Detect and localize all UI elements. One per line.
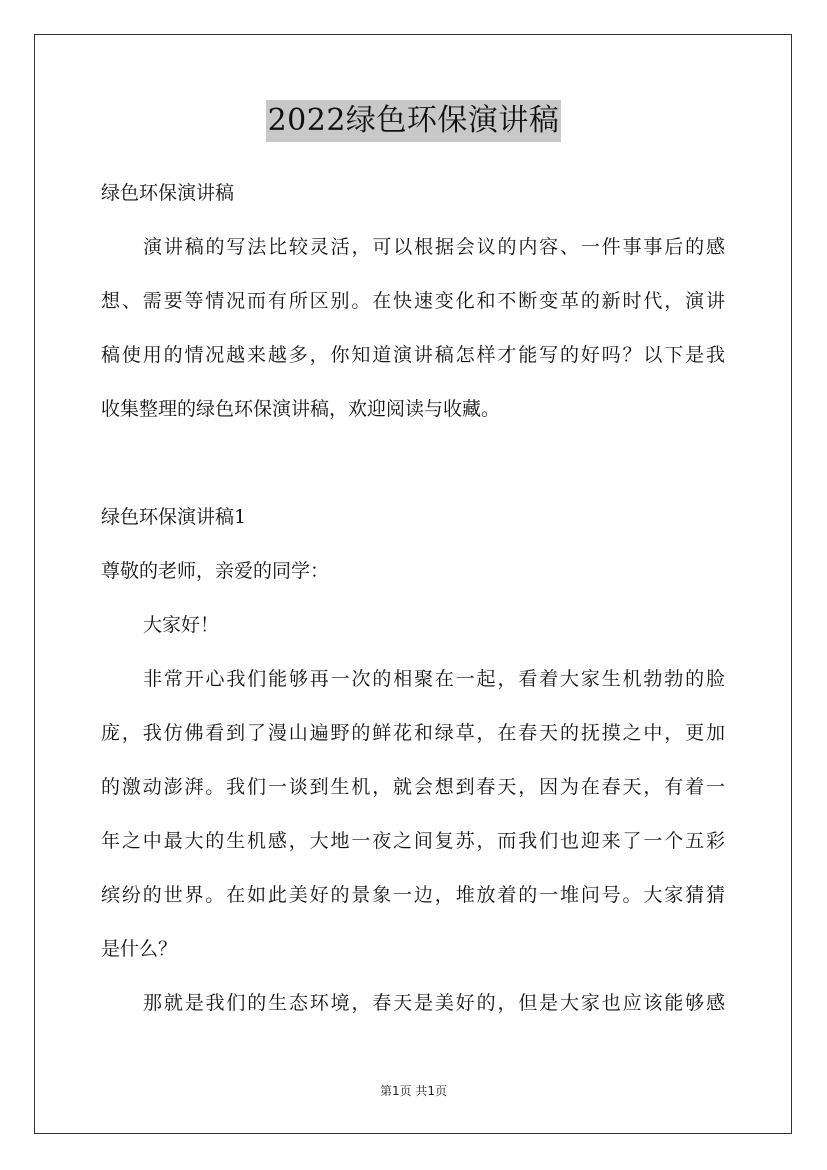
intro-line: 演讲稿的写法比较灵活，可以根据会议的内容、一件事事后的感 — [143, 236, 725, 258]
paragraph-line: 的激动澎湃。我们一谈到生机，就会想到春天，因为在春天，有着一 — [101, 776, 725, 798]
paragraph-line: 庞，我仿佛看到了漫山遍野的鲜花和绿草，在春天的抚摸之中，更加 — [101, 722, 725, 744]
paragraph-gap — [101, 436, 725, 490]
title-container — [0, 100, 827, 142]
section-heading: 绿色环保演讲稿 — [101, 182, 235, 204]
salutation: 尊敬的老师，亲爱的同学： — [101, 560, 330, 582]
paragraph-line: 那就是我们的生态环境，春天是美好的，但是大家也应该能够感 — [143, 992, 725, 1014]
greeting: 大家好！ — [143, 614, 220, 636]
document-title: 2022绿色环保演讲稿 — [266, 100, 562, 142]
intro-line: 稿使用的情况越来越多，你知道演讲稿怎样才能写的好吗？以下是我 — [101, 344, 725, 366]
document-body — [101, 166, 725, 1030]
paragraph-line: 非常开心我们能够再一次的相聚在一起，看着大家生机勃勃的脸 — [143, 668, 725, 690]
intro-line: 收集整理的绿色环保演讲稿，欢迎阅读与收藏。 — [101, 398, 501, 420]
page-footer: 第1页 共1页 — [379, 1084, 448, 1098]
intro-line: 想、需要等情况而有所区别。在快速变化和不断变革的新时代，演讲 — [101, 290, 725, 312]
paragraph-line: 是什么？ — [101, 938, 178, 960]
speech-title: 绿色环保演讲稿1 — [101, 506, 247, 528]
paragraph-line: 缤纷的世界。在如此美好的景象一边，堆放着的一堆问号。大家猜猜 — [101, 884, 725, 906]
paragraph-line: 年之中最大的生机感，大地一夜之间复苏，而我们也迎来了一个五彩 — [101, 830, 725, 852]
